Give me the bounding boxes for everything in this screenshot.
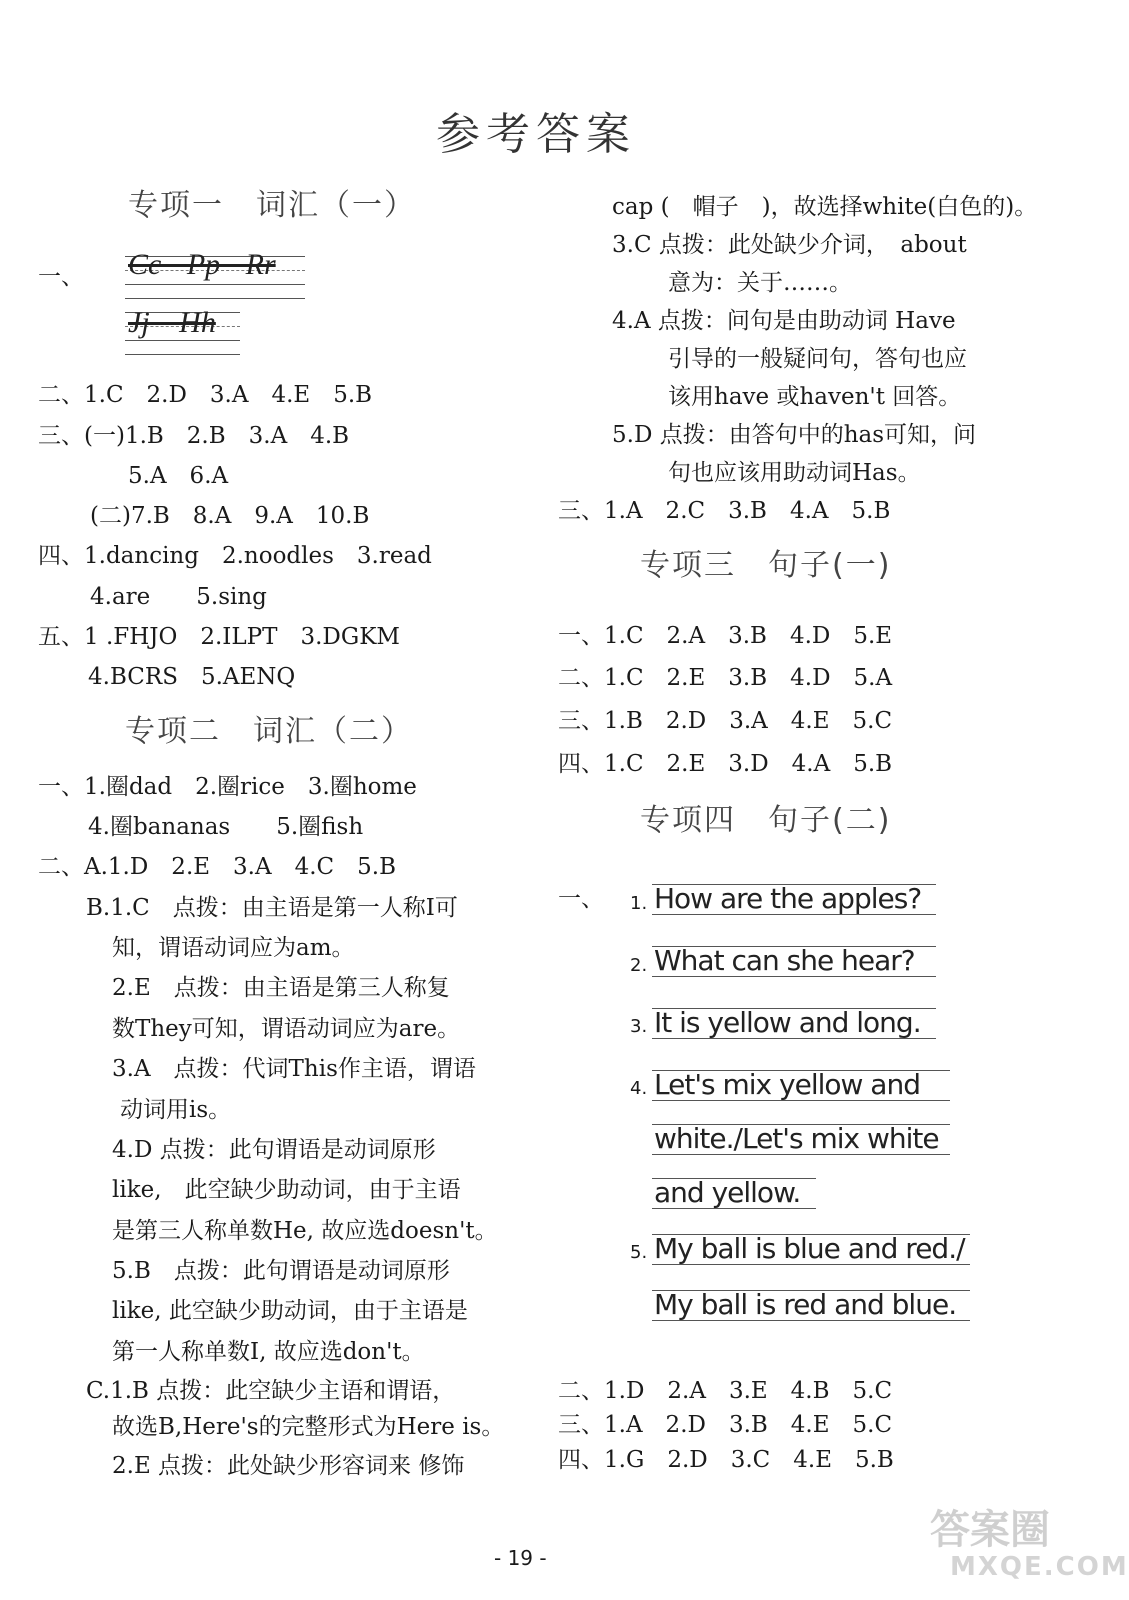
answer-line: 二、1.C 2.D 3.A 4.E 5.B [38,382,373,408]
answer-line: 该用have 或haven't 回答。 [668,384,962,410]
answer-line: 五、1 .FHJO 2.ILPT 3.DGKM [38,624,400,650]
item-number: 5. [630,1242,648,1263]
answer-line: 三、(一)1.B 2.B 3.A 4.B [38,423,350,449]
answer-line: 一、1.圈dad 2.圈rice 3.圈home [38,774,417,800]
answer-line: like, 此空缺少助动词，由于主语是 [112,1298,468,1324]
answer-line: 4.D 点拨：此句谓语是动词原形 [112,1137,436,1163]
answer-line: 第一人称单数I, 故应选don't。 [112,1339,425,1365]
answer-line: 动词用is。 [120,1097,232,1123]
section-heading-2: 专项二 词汇（二） [125,714,413,749]
handwritten-answer: and yellow. [654,1176,801,1209]
answer-line: 数They可知，谓语动词应为are。 [112,1016,461,1042]
answer-line: 三、1.B 2.D 3.A 4.E 5.C [558,708,893,734]
item-number: 1. [630,893,648,914]
handwritten-answer: My ball is blue and red./ [654,1232,965,1265]
item-number: 2. [630,955,648,976]
answer-line: 引导的一般疑问句，答句也应 [668,346,967,372]
handwritten-letters-row-2: Jj Hh [128,306,216,339]
answer-line: 四、1.G 2.D 3.C 4.E 5.B [558,1447,894,1473]
answer-line: (二)7.B 8.A 9.A 10.B [90,503,370,529]
q1-label: 一、 [558,886,604,912]
answer-line: B.1.C 点拨：由主语是第一人称I可 [86,895,458,921]
handwriting-line [125,284,305,285]
answer-line: 4.圈bananas 5.圈fish [88,814,364,840]
answer-line: 意为：关于……。 [668,270,852,296]
handwritten-answer: Let's mix yellow and [654,1068,920,1101]
watermark-logo: 答案圈 [930,1507,1050,1553]
answer-line: 故选B,Here's的完整形式为Here is。 [112,1414,505,1440]
handwriting-line [125,354,240,355]
handwritten-letters-row-1: Cc Pp Rr [128,248,276,281]
answer-line: 四、1.dancing 2.noodles 3.read [38,543,432,569]
handwritten-answer: What can she hear? [654,944,915,977]
answer-line: 4.BCRS 5.AENQ [88,664,296,690]
answer-line: like, 此空缺少助动词，由于主语 [112,1177,461,1203]
section-heading-4: 专项四 句子(二) [640,803,892,838]
page-number: - 19 - [494,1546,547,1570]
answer-line: 3.A 点拨：代词This作主语，谓语 [112,1056,476,1082]
answer-line: 二、1.D 2.A 3.E 4.B 5.C [558,1378,893,1404]
answer-line: 2.E 点拨：由主语是第三人称复 [112,975,450,1001]
answer-line: 二、A.1.D 2.E 3.A 4.C 5.B [38,854,396,880]
answer-line: cap ( 帽子 )，故选择white(白色的)。 [612,194,1038,220]
handwriting-line [125,298,305,299]
watermark-url: MXQE.COM [950,1552,1129,1582]
answer-line: 三、1.A 2.C 3.B 4.A 5.B [558,498,891,524]
answer-line: 5.D 点拨：由答句中的has可知，问 [612,422,977,448]
answer-line: 句也应该用助动词Has。 [668,460,921,486]
answer-line: 四、1.C 2.E 3.D 4.A 5.B [558,751,893,777]
handwritten-answer: It is yellow and long. [654,1006,921,1039]
handwritten-answer: My ball is red and blue. [654,1288,957,1321]
answer-line: 一、1.C 2.A 3.B 4.D 5.E [558,623,893,649]
section-heading-3: 专项三 句子(一) [640,548,892,583]
answer-line: 2.E 点拨：此处缺少形容词来 修饰 [112,1453,465,1479]
answer-line: 4.are 5.sing [90,584,267,610]
answer-line: 5.B 点拨：此句谓语是动词原形 [112,1258,450,1284]
section-heading-1: 专项一 词汇（一） [128,188,416,223]
answer-line: C.1.B 点拨：此空缺少主语和谓语， [86,1378,456,1404]
answer-line: 知，谓语动词应为am。 [112,935,355,961]
q1-label: 一、 [38,264,84,290]
answer-line: 3.C 点拨：此处缺少介词， about [612,232,967,258]
answer-line: 二、1.C 2.E 3.B 4.D 5.A [558,665,893,691]
handwriting-line [125,340,240,341]
page-title: 参考答案 [436,109,636,160]
answer-line: 5.A 6.A [128,463,229,489]
answer-line: 是第三人称单数He, 故应选doesn't。 [112,1218,498,1244]
answer-line: 4.A 点拨：问句是由助动词 Have [612,308,956,334]
item-number: 4. [630,1078,648,1099]
handwritten-answer: How are the apples? [654,882,922,915]
answer-line: 三、1.A 2.D 3.B 4.E 5.C [558,1412,893,1438]
handwritten-answer: white./Let's mix white [654,1122,939,1155]
item-number: 3. [630,1016,648,1037]
